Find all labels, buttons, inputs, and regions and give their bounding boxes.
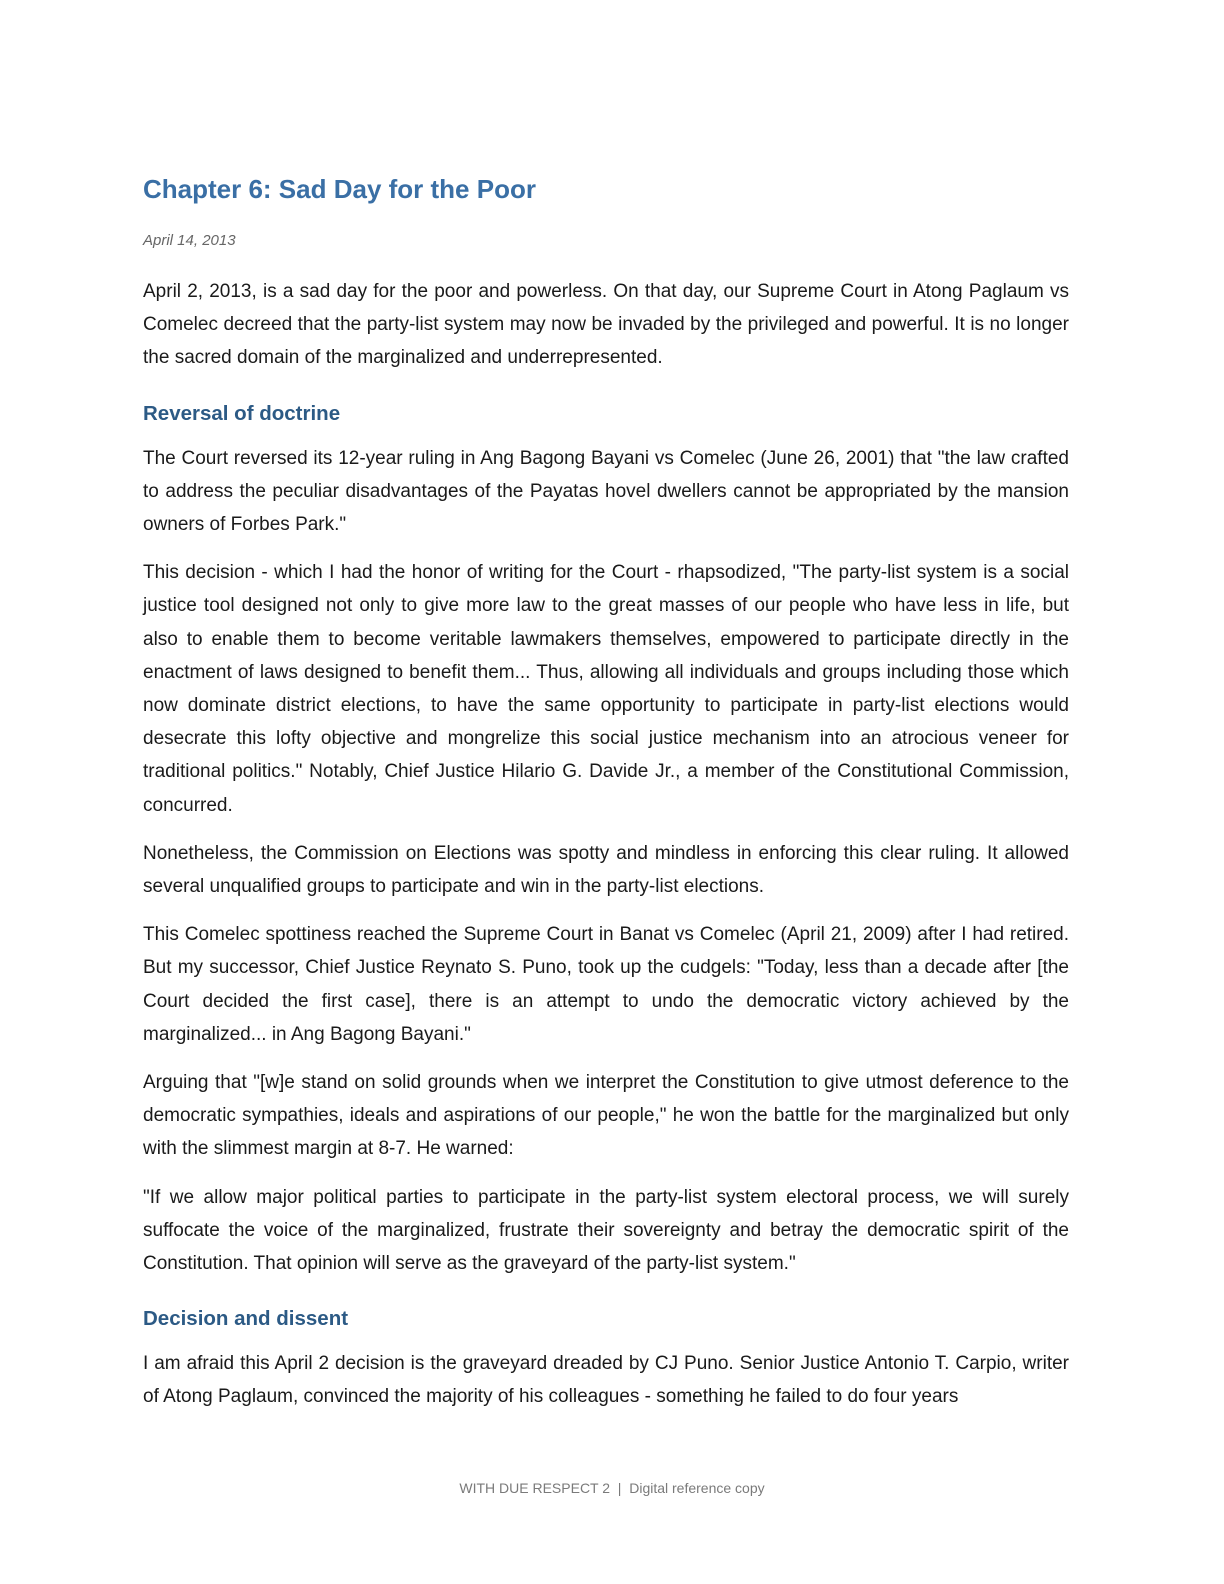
body-paragraph: I am afraid this April 2 decision is the graveyard dreaded by CJ Puno. Senior Justice Antonio T. Carpio, writer of Atong Paglaum, convinced the majority of his colleagues - something he failed to do four years xyxy=(143,1353,1069,1408)
body-paragraph: Arguing that "[w]e stand on solid grounds when we interpret the Constitution to give utmost deference to the democratic sympathies, ideals and aspirations of our people," he won the battle for the marginalized but only with the slimmest margin at 8-7. He warned: xyxy=(143,1072,1069,1160)
section-heading-reversal: Reversal of doctrine xyxy=(143,401,341,425)
body-paragraph: This decision - which I had the honor of writing for the Court - rhapsodized, "The party-list system is a social justice tool designed not only to give more law to the great masses of our people who have less in life, but also to enable them to become veritable lawmakers themselves, empowered to participate directly in the enactment of laws designed to benefit them... Thus, allowing all individuals and groups including those which now dominate district elections, to have the same opportunity to participate in party-list elections would desecrate this lofty objective and mongrelize this social justice mechanism into an atrocious veneer for traditional politics." Notably, Chief Justice Hilario G. Davide Jr., a member of the Constitutional Commission, concurred. xyxy=(143,562,1069,816)
page-content xyxy=(143,168,1069,1414)
chapter-title: Chapter 6: Sad Day for the Poor xyxy=(143,174,536,204)
intro-paragraph: April 2, 2013, is a sad day for the poor and powerless. On that day, our Supreme Court in Atong Paglaum vs Comelec decreed that the party-list system may now be invaded by the privileged and powerful. It is no longer the sacred domain of the marginalized and underrepresented. xyxy=(143,281,1069,369)
section-heading-decision: Decision and dissent xyxy=(143,1307,349,1331)
quote-paragraph: "If we allow major political parties to participate in the party-list system electoral process, we will surely suffocate the voice of the marginalized, frustrate their sovereignty and betray the democratic spirit of the Constitution. That opinion will serve as the graveyard of the party-list system." xyxy=(143,1186,1069,1275)
body-paragraph: This Comelec spottiness reached the Supreme Court in Banat vs Comelec (April 21, 2009) after I had retired. But my successor, Chief Justice Reynato S. Puno, took up the cudgels: "Today, less than a decade after [the Court decided the first case], there is an attempt to undo the democratic victory achieved by the marginalized... in Ang Bagong Bayani." xyxy=(143,924,1069,1045)
chapter-date: April 14, 2013 xyxy=(143,232,236,249)
body-paragraph: The Court reversed its 12-year ruling in Ang Bagong Bayani vs Comelec (June 26, 2001) that "the law crafted to address the peculiar disadvantages of the Payatas hovel dwellers cannot be appropriated by the mansion owners of Forbes Park." xyxy=(143,447,1069,536)
body-paragraph: Nonetheless, the Commission on Elections was spotty and mindless in enforcing this clear ruling. It allowed several unqualified groups to participate and win in the party-list elections. xyxy=(143,842,1069,898)
page-footer xyxy=(0,1478,1224,1498)
footer-text: WITH DUE RESPECT 2 | Digital reference copy xyxy=(459,1480,765,1496)
